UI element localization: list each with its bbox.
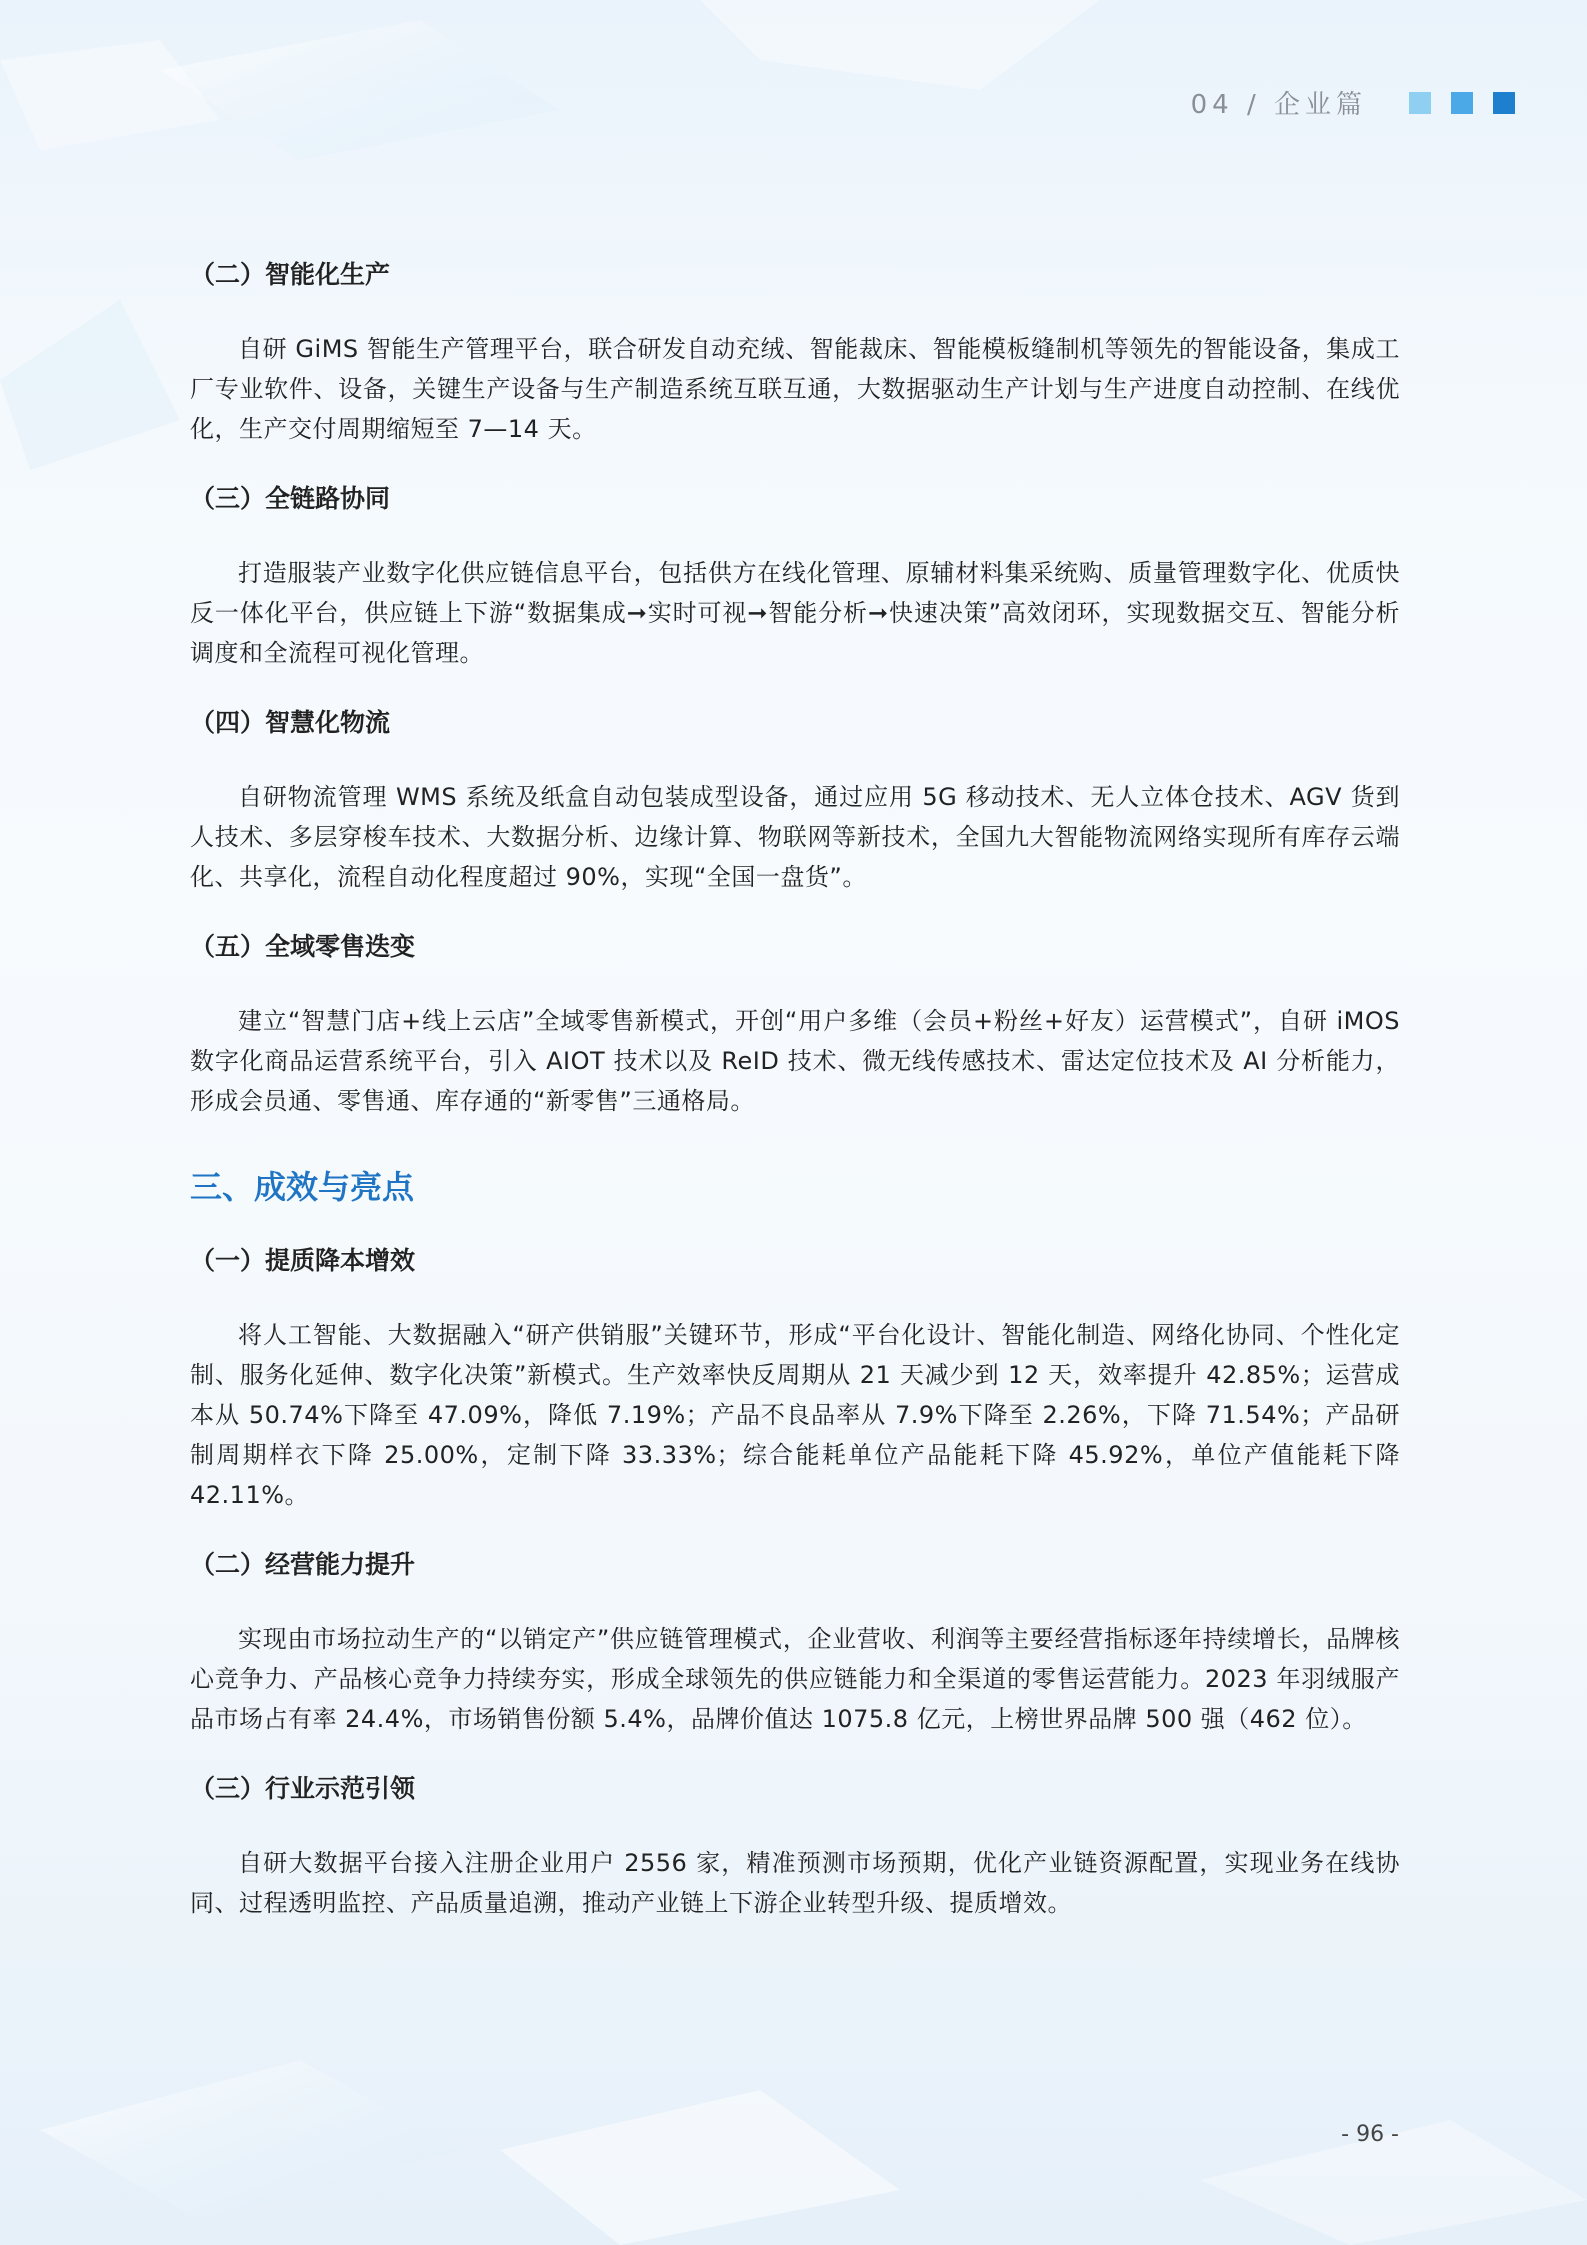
paragraph-business-capability: 实现由市场拉动生产的“以销定产”供应链管理模式，企业营收、利润等主要经营指标逐年持续增长，品牌核心竞争力、产品核心竞争力持续夯实，形成全球领先的供应链能力和全渠道的零售运营能力。2023 年羽绒服产品市场占有率 24.4%，市场销售份额 5.4%，品牌价值达 1075.8 亿元，上榜世界品牌 500 强（462 位）。 [190,1625,1400,1733]
subheading-intelligent-production: （二）智能化生产 [190,260,391,289]
decor-square-light [1409,92,1431,114]
paragraph-smart-logistics: 自研物流管理 WMS 系统及纸盒自动包装成型设备，通过应用 5G 移动技术、无人立体仓技术、AGV 货到人技术、多层穿梭车技术、大数据分析、边缘计算、物联网等新技术，全国九大智能物流网络实现所有库存云端化、共享化，流程自动化程度超过 90%，实现“全国一盘货”。 [190,783,1400,891]
subheading-omni-retail: （五）全域零售迭变 [190,932,416,961]
decor-square-mid [1451,92,1473,114]
subheading-full-chain-collaboration: （三）全链路协同 [190,484,391,513]
paragraph-quality-cost-efficiency: 将人工智能、大数据融入“研产供销服”关键环节，形成“平台化设计、智能化制造、网络化协同、个性化定制、服务化延伸、数字化决策”新模式。生产效率快反周期从 21 天减少到 12 天，效率提升 42.85%；运营成本从 50.74%下降至 47.09%，降低 7.19%；产品不良品率从 7.9%下降至 2.26%，下降 71.54%；产品研制周期样衣下降 25.00%，定制下降 33.33%；综合能耗单位产品能耗下降 45.92%，单位产值能耗下降 42.11%。 [190,1321,1400,1509]
subheading-industry-demonstration: （三）行业示范引领 [190,1774,416,1803]
paragraph-omni-retail: 建立“智慧门店+线上云店”全域零售新模式，开创“用户多维（会员+粉丝+好友）运营模式”，自研 iMOS 数字化商品运营系统平台，引入 AIOT 技术以及 ReID 技术、微无线传感技术、雷达定位技术及 AI 分析能力，形成会员通、零售通、库存通的“新零售”三通格局。 [190,1007,1400,1115]
section-title-results: 三、成效与亮点 [190,1168,415,1206]
subheading-smart-logistics: （四）智慧化物流 [190,708,391,737]
paragraph-full-chain-collaboration: 打造服装产业数字化供应链信息平台，包括供方在线化管理、原辅材料集采统购、质量管理数字化、优质快反一体化平台，供应链上下游“数据集成➞实时可视➞智能分析➞快速决策”高效闭环，实现数据交互、智能分析调度和全流程可视化管理。 [190,559,1400,667]
paragraph-industry-demonstration: 自研大数据平台接入注册企业用户 2556 家，精准预测市场预期，优化产业链资源配置，实现业务在线协同、过程透明监控、产品质量追溯，推动产业链上下游企业转型升级、提质增效。 [190,1849,1400,1917]
subheading-quality-cost-efficiency: （一）提质降本增效 [190,1246,416,1275]
paragraph-intelligent-production: 自研 GiMS 智能生产管理平台，联合研发自动充绒、智能裁床、智能模板缝制机等领先的智能设备，集成工厂专业软件、设备，关键生产设备与生产制造系统互联互通，大数据驱动生产计划与生产进度自动控制、在线优化，生产交付周期缩短至 7—14 天。 [190,335,1400,443]
subheading-business-capability: （二）经营能力提升 [190,1550,416,1579]
page-header [1191,84,1515,121]
page-number: - 96 - [1341,2122,1399,2147]
section-label: 04 / 企业篇 [1190,90,1367,120]
decor-square-dark [1493,92,1515,114]
main-content [190,255,1400,1953]
